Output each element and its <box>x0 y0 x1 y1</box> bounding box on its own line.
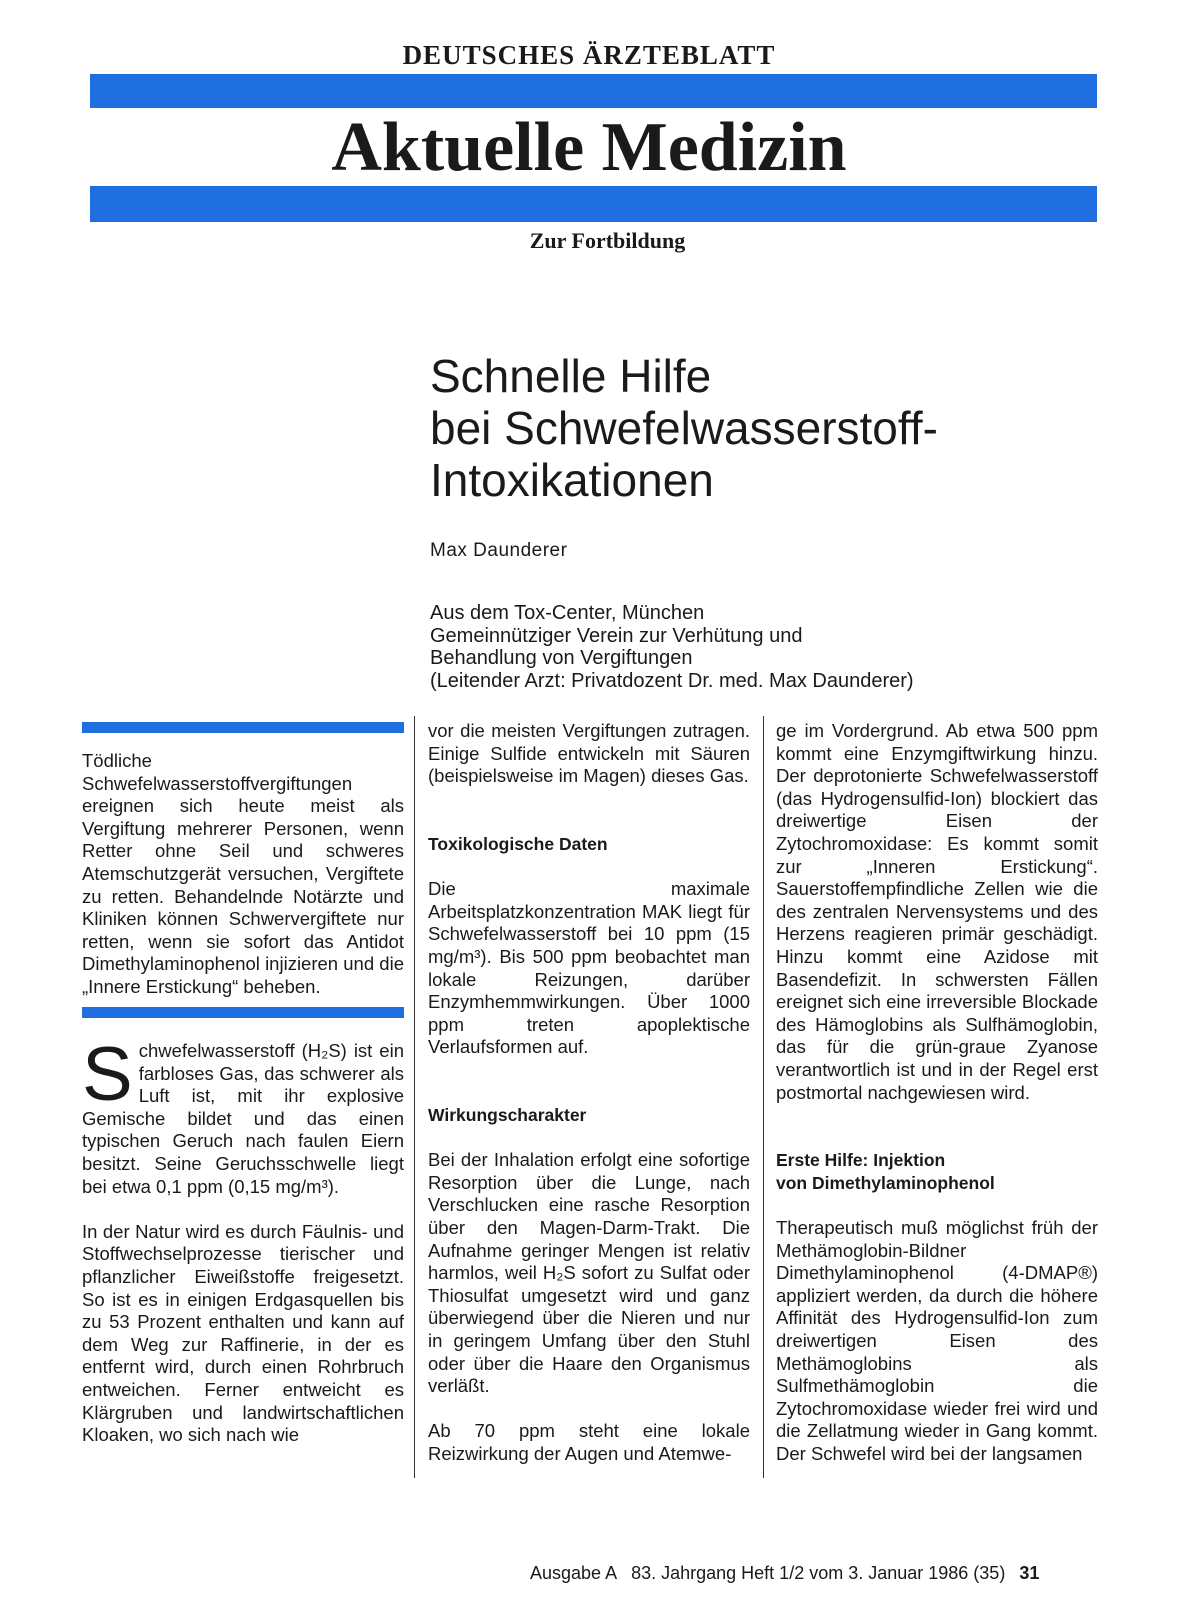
subsection-title: Zur Fortbildung <box>529 228 686 253</box>
column-1 <box>82 1032 404 1447</box>
column-3 <box>776 720 1098 1466</box>
page-number: 31 <box>1019 1563 1040 1583</box>
title-line: Intoxikationen <box>430 454 714 506</box>
section-title: Aktuelle Medizin <box>331 109 847 186</box>
intro-paragraph <box>82 1032 404 1198</box>
column-2 <box>428 720 750 1466</box>
affiliation-line: (Leitender Arzt: Privatdozent Dr. med. Max Daunderer) <box>430 669 914 692</box>
heading-line: Erste Hilfe: Injektion <box>776 1150 946 1171</box>
paragraph: In der Natur wird es durch Fäulnis- und Stoffwechselprozesse tierischer und pflanzlicher Eiweißstoffe freigesetzt. So ist es in einigen Erdgasquellen bis zu 53 Prozent enthalten und kann auf dem Weg zur Raffinerie, in der es entfernt wird, durch einen Rohrbruch entweichen. Ferner entweicht es Klärgruben und landwirtschaftlichen Kloaken, wo sich nach wie <box>82 1220 404 1446</box>
drop-cap: S <box>82 1032 133 1117</box>
heading-line: von Dimethylaminophenol <box>776 1172 995 1193</box>
affiliation-line: Aus dem Tox-Center, München <box>430 602 705 624</box>
paragraph: Bei der Inhalation erfolgt eine sofortige Resorption über die Lunge, nach Verschlucken eine rasche Resorption über den Magen-Darm-Trakt. Die Aufnahme geringer Mengen ist relativ harmlos, weil H₂S sofort zu Sulfat oder Thiosulfat umgesetzt wird und ganz überwiegend über die Nieren und nur in geringem Umfang über den Stuhl oder über die Haare den Organismus verläßt. <box>428 1149 750 1397</box>
column-rule <box>763 716 764 1478</box>
bottom-accent-bar <box>90 186 1097 222</box>
title-line: Schnelle Hilfe <box>430 350 712 402</box>
top-accent-bar <box>90 74 1097 108</box>
affiliation <box>430 602 914 692</box>
journal-name: DEUTSCHES ÄRZTEBLATT <box>402 40 776 70</box>
abstract <box>82 750 404 999</box>
author: Max Daunderer <box>430 540 568 561</box>
title-line: bei Schwefelwasserstoff- <box>430 402 938 454</box>
section-heading <box>776 1149 1098 1194</box>
affiliation-line: Gemeinnütziger Verein zur Verhütung und <box>430 624 803 647</box>
paragraph: Die maximale Arbeitsplatzkonzentration MAK liegt für Schwefelwasserstoff bei 10 ppm (15 mg/m³). Bis 500 ppm beobachtet man lokale Reizungen, darüber Enzymhemmwirkungen. Über 1000 ppm treten apoplektische Verlaufsformen auf. <box>428 878 750 1058</box>
abstract-bottom-bar <box>82 1007 404 1018</box>
paragraph: Ab 70 ppm steht eine lokale Reizwirkung der Augen und Atemwe- <box>428 1420 750 1464</box>
article-title <box>430 350 938 506</box>
column-rule <box>414 716 415 1478</box>
section-heading: Toxikologische Daten <box>428 833 608 854</box>
page-footer <box>530 1563 1039 1584</box>
paragraph: ge im Vordergrund. Ab etwa 500 ppm kommt eine Enzymgiftwirkung hinzu. Der deprotonierte Schwefelwasserstoff (das Hydrogensulfid-Ion) blockiert das dreiwertige Eisen der Zytochromoxidase: Es kommt somit zur „Inneren Erstickung“. Sauerstoffempfindliche Zellen wie die des zentralen Nervensystems und des Herzens reagieren primär geschädigt. Hinzu kommt eine Azidose mit Basendefizit. In schwersten Fällen ereignet sich eine irreversible Blockade des Hämoglobins als Sulfhämoglobin, das für die grün-graue Zyanose verantwortlich ist und in der Regel erst postmortal nachgewiesen wird. <box>776 720 1098 1103</box>
abstract-top-bar <box>82 722 404 733</box>
affiliation-line: Behandlung von Vergiftungen <box>430 647 693 669</box>
section-heading: Wirkungscharakter <box>428 1105 587 1126</box>
abstract-text: Tödliche Schwefelwasserstoffvergiftungen ereignen sich heute meist als Vergiftung mehrerer Personen, wenn Retter ohne Seil und schweres Atemschutzgerät versuchen, Vergiftete zu retten. Behandelnde Notärzte und Kliniken können Schwervergiftete nur retten, wenn sie sofort das Antidot Dimethylaminophenol injizieren und die „Innere Erstickung“ beheben. <box>82 750 404 997</box>
issue-info: Ausgabe A 83. Jahrgang Heft 1/2 vom 3. Januar 1986 (35) <box>530 1563 1006 1583</box>
intro-text: chwefelwasserstoff (H₂S) ist ein farbloses Gas, das schwerer als Luft ist, mit ihr explosive Gemische bildet und das einen typischen Geruch nach faulen Eiern besitzt. Seine Geruchsschwelle liegt bei etwa 0,1 ppm (0,15 mg/m³). <box>82 1040 404 1197</box>
paragraph: vor die meisten Vergiftungen zutragen. Einige Sulfide entwickeln mit Säuren (beispielsweise im Magen) dieses Gas. <box>428 720 750 787</box>
paragraph: Therapeutisch muß möglichst früh der Methämoglobin-Bildner Dimethylaminophenol (4-DMAP®) appliziert werden, da durch die höhere Affinität des Hydrogensulfid-Ion zum dreiwertigen Eisen des Methämoglobins als Sulfmethämoglobin die Zytochromoxidase wieder frei wird und die Zellatmung wieder in Gang kommt. Der Schwefel wird bei der langsamen <box>776 1217 1098 1464</box>
